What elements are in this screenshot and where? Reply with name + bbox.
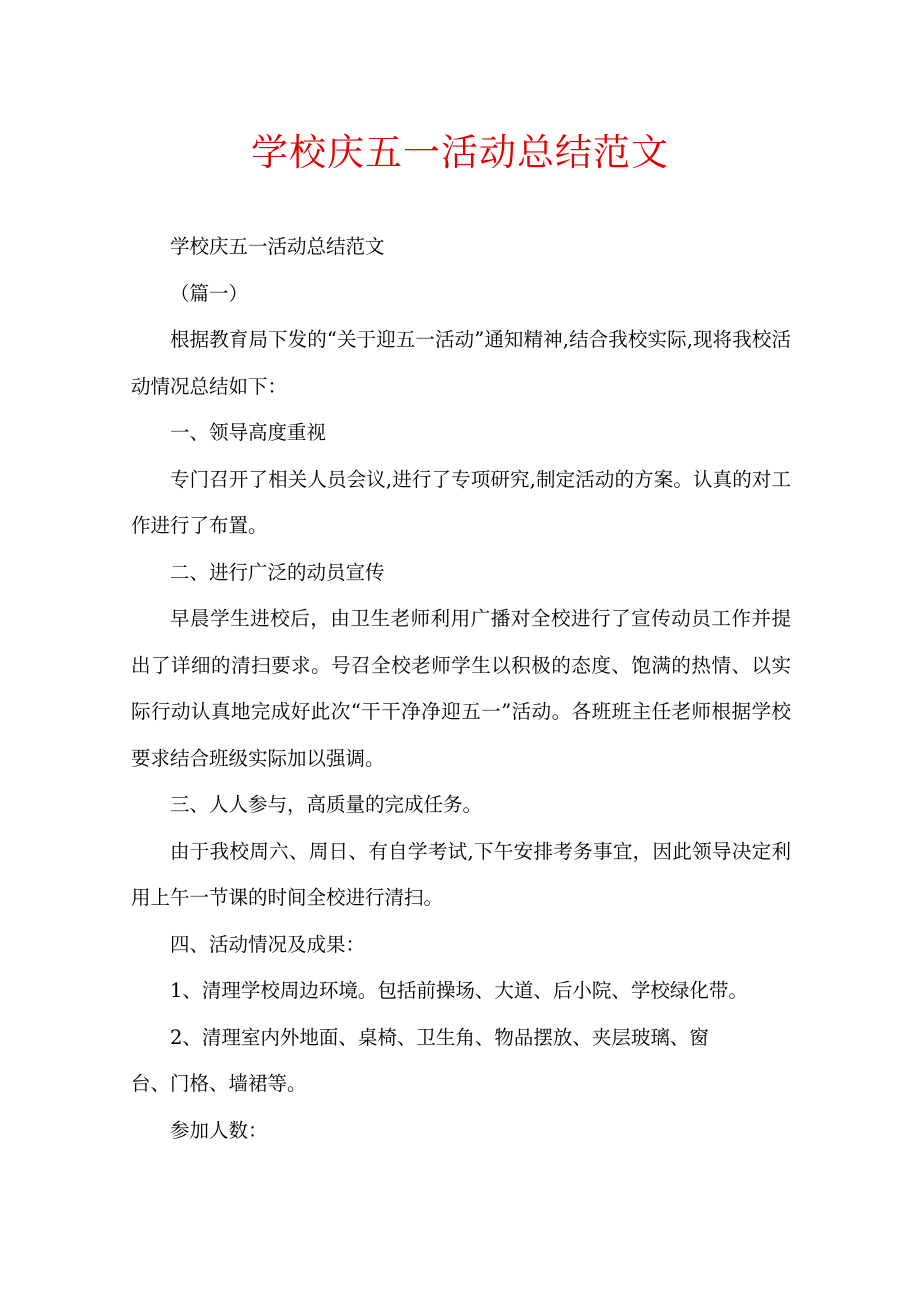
paragraph-intro: 根据教育局下发的“关于迎五一活动”通知精神,结合我校实际,现将我校活动情况总结如下： xyxy=(131,328,791,398)
list-item-2: 2、清理室内外地面、桌椅、卫生角、物品摆放、夹层玻璃、窗 xyxy=(170,1025,709,1049)
section-heading-1: 一、领导高度重视 xyxy=(170,421,327,444)
page-title: 学校庆五一活动总结范文 xyxy=(251,131,669,174)
list-item-2-continuation: 台、门格、墙裙等。 xyxy=(131,1072,307,1095)
paragraph-section-2: 早晨学生进校后，由卫生老师利用广播对全校进行了宣传动员工作并提出了详细的清扫要求。号召全校老师学生以积极的态度、饱满的热情、以实际行动认真地完成好此次“干干净净迎五一”活动。各班班主任老师根据学校要求结合班级实际加以强调。 xyxy=(131,607,791,770)
section-heading-3: 三、人人参与，高质量的完成任务。 xyxy=(170,793,483,816)
section-heading-4: 四、活动情况及成果： xyxy=(170,932,366,956)
paragraph-section-3: 由于我校周六、周日、有自学考试,下午安排考务事宜，因此领导决定利用上午一节课的时间全校进行清扫。 xyxy=(131,839,791,909)
paragraph-subtitle: 学校庆五一活动总结范文 xyxy=(170,235,385,258)
paragraph-participants: 参加人数： xyxy=(170,1118,268,1142)
document-body xyxy=(131,224,791,1154)
paragraph-part-label: （篇一） xyxy=(170,281,249,305)
section-heading-2: 二、进行广泛的动员宣传 xyxy=(170,560,385,584)
paragraph-section-1: 专门召开了相关人员会议,进行了专项研究,制定活动的方案。认真的对工作进行了布置。 xyxy=(131,467,791,537)
list-item-1: 1、清理学校周边环境。包括前操场、大道、后小院、学校绿化带。 xyxy=(170,979,748,1002)
